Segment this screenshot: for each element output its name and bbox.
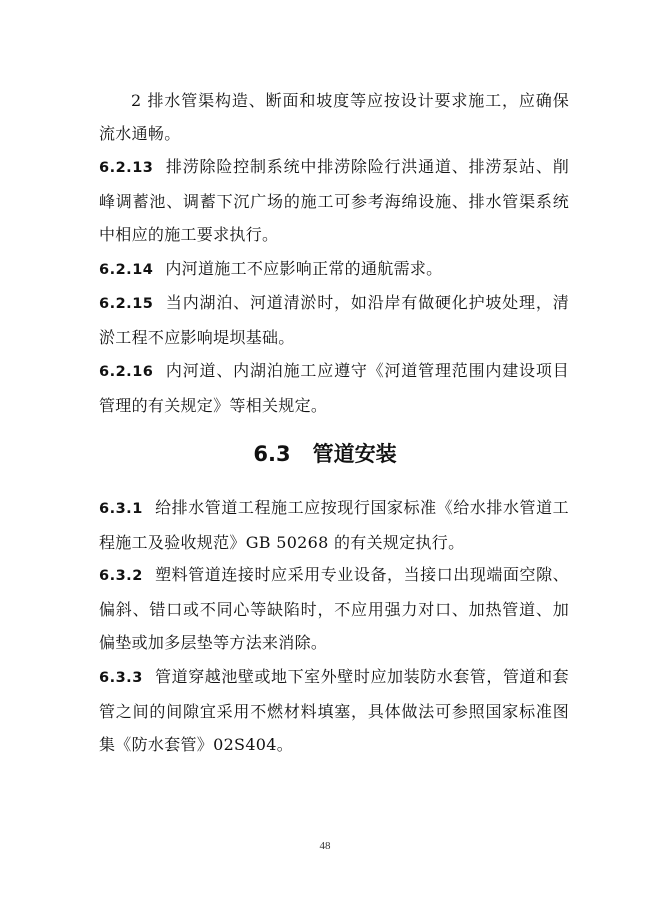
clause-6-2-16 — [99, 354, 569, 422]
clause-6-3-3 — [99, 660, 569, 761]
paragraph-item-2 — [99, 84, 569, 150]
clause-6-2-13 — [99, 150, 569, 251]
clause-text: 内河道施工不应影响正常的通航需求。 — [165, 259, 443, 278]
clause-text: 当内湖泊、河道清淤时，如沿岸有做硬化护坡处理，清淤工程不应影响堤坝基础。 — [99, 293, 569, 347]
section-number: 6.3 — [253, 442, 291, 466]
clause-text: 塑料管道连接时应采用专业设备，当接口出现端面空隙、偏斜、错口或不同心等缺陷时，不应用强力对口、加热管道、加偏垫或加多层垫等方法来消除。 — [99, 565, 569, 652]
clause-text: 给排水管道工程施工应按现行国家标准《给水排水管道工程施工及验收规范》GB 50268 的有关规定执行。 — [99, 498, 569, 552]
clause-number: 6.2.14 — [99, 262, 154, 278]
clause-number: 6.2.13 — [99, 160, 154, 176]
section-title: 管道安装 — [312, 442, 397, 466]
clause-6-3-1 — [99, 491, 569, 559]
clause-number: 6.3.1 — [99, 501, 143, 517]
clause-6-2-15 — [99, 286, 569, 354]
paragraph-text: 2 排水管渠构造、断面和坡度等应按设计要求施工，应确保流水通畅。 — [99, 91, 569, 143]
clause-6-3-2 — [99, 558, 569, 659]
clause-text: 排涝除险控制系统中排涝除险行洪通道、排涝泵站、削峰调蓄池、调蓄下沉广场的施工可参考海绵设施、排水管渠系统中相应的施工要求执行。 — [99, 157, 569, 244]
clause-number: 6.3.2 — [99, 568, 143, 584]
clause-text: 内河道、内湖泊施工应遵守《河道管理范围内建设项目管理的有关规定》等相关规定。 — [99, 361, 569, 415]
section-heading — [0, 438, 650, 470]
clause-6-2-14 — [99, 252, 569, 287]
clause-number: 6.2.16 — [99, 364, 154, 380]
clause-number: 6.2.15 — [99, 296, 154, 312]
clause-text: 管道穿越池壁或地下室外壁时应加装防水套管，管道和套管之间的间隙宜采用不燃材料填塞，具体做法可参照国家标准图集《防水套管》02S404。 — [99, 667, 569, 754]
page-number: 48 — [319, 840, 331, 852]
clause-number: 6.3.3 — [99, 670, 143, 686]
